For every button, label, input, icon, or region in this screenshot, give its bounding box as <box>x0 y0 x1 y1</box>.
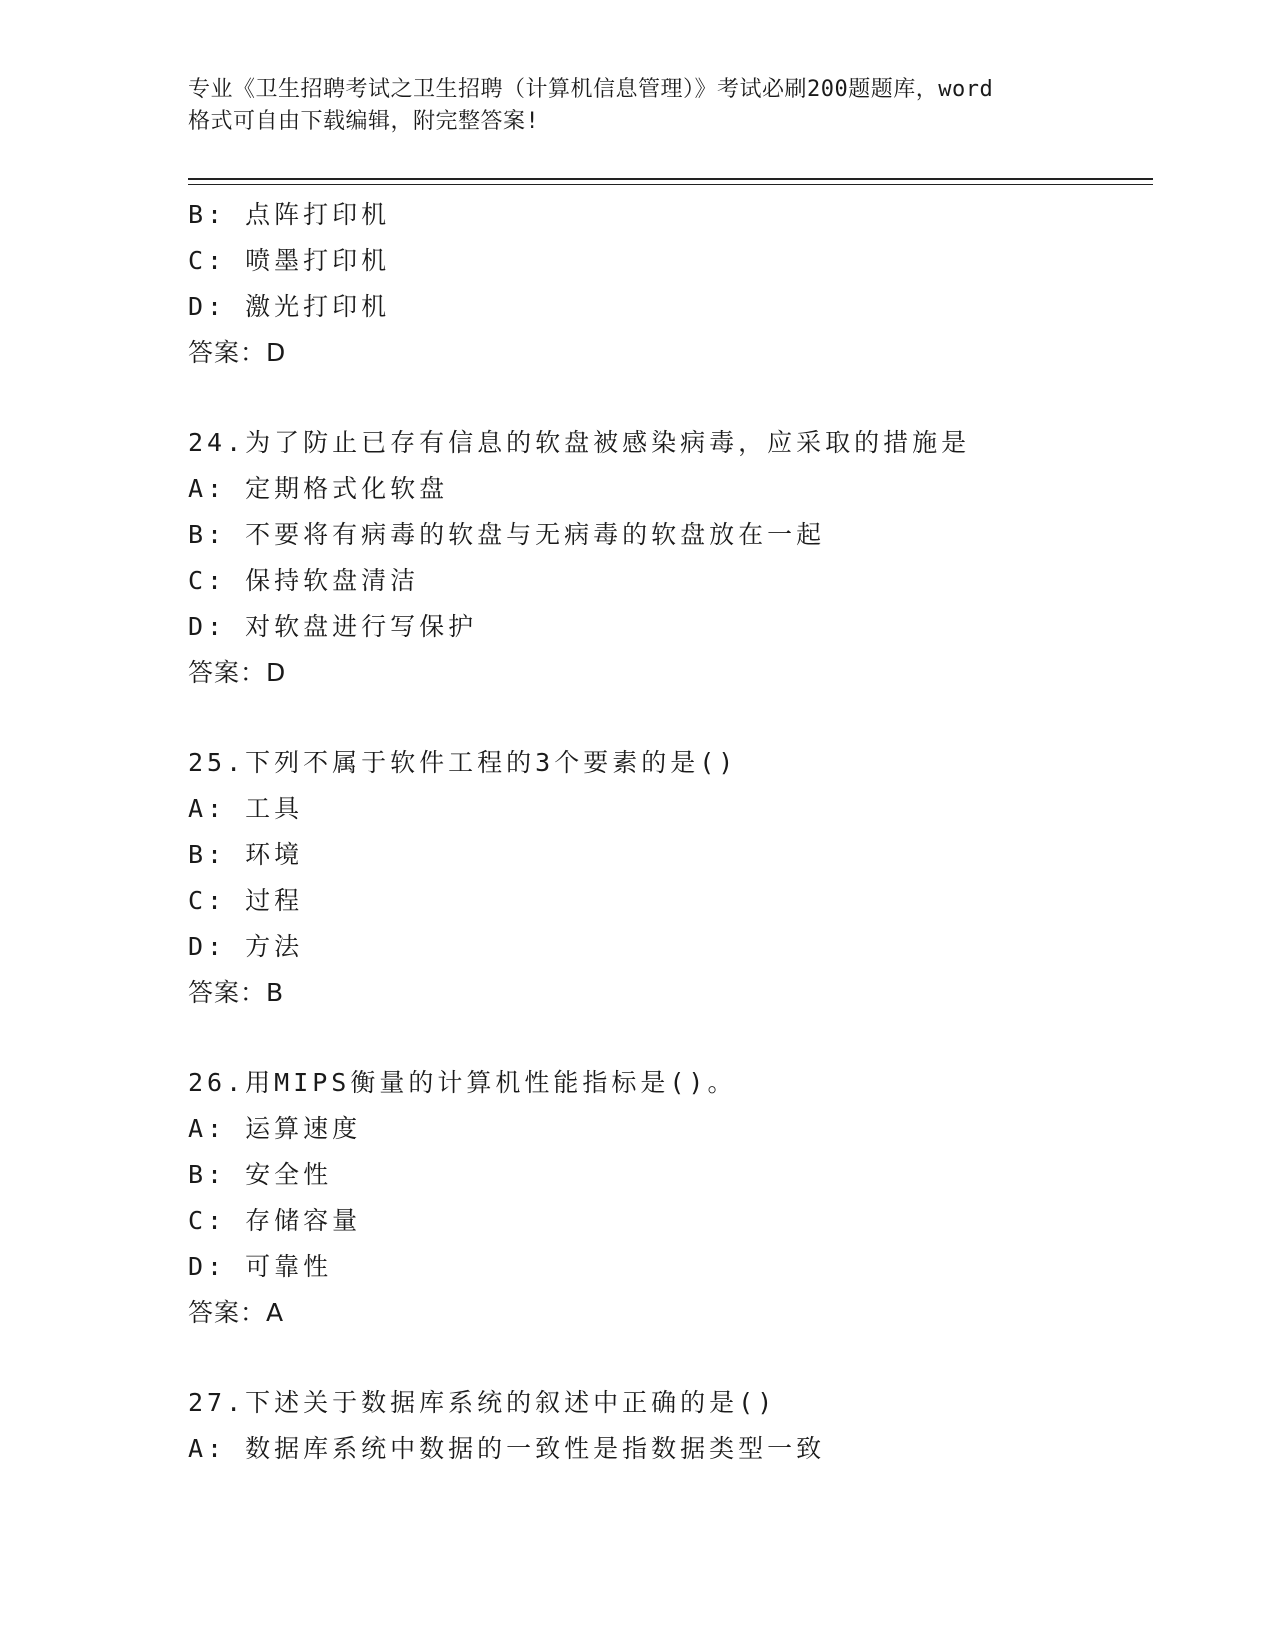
option-b: B: 点阵打印机 <box>188 200 391 229</box>
question-25 <box>188 740 1148 1016</box>
question-26 <box>188 1060 1148 1336</box>
option-b: B: 安全性 <box>188 1160 333 1189</box>
option-c: C: 喷墨打印机 <box>188 246 391 275</box>
option-c: C: 保持软盘清洁 <box>188 566 420 595</box>
option-d: D: 对软盘进行写保护 <box>188 612 478 641</box>
option-b: B: 环境 <box>188 840 304 869</box>
option-b: B: 不要将有病毒的软盘与无病毒的软盘放在一起 <box>188 520 826 549</box>
answer-line: 答案：D <box>188 338 287 367</box>
spacer <box>188 376 1148 420</box>
option-d: D: 可靠性 <box>188 1252 333 1281</box>
answer-line: 答案：B <box>188 978 285 1007</box>
option-c: C: 过程 <box>188 886 304 915</box>
header-line-1: 专业《卫生招聘考试之卫生招聘（计算机信息管理）》考试必刷200题题库，word <box>188 77 994 102</box>
option-a: A: 数据库系统中数据的一致性是指数据类型一致 <box>188 1434 826 1463</box>
question-24 <box>188 420 1148 696</box>
document-header <box>188 74 1088 138</box>
question-list <box>188 192 1148 1472</box>
option-d: D: 激光打印机 <box>188 292 391 321</box>
spacer <box>188 696 1148 740</box>
spacer <box>188 1016 1148 1060</box>
question-stem: 26.用MIPS衡量的计算机性能指标是()。 <box>188 1068 737 1097</box>
option-a: A: 运算速度 <box>188 1114 362 1143</box>
question-stem: 27.下述关于数据库系统的叙述中正确的是() <box>188 1388 777 1417</box>
answer-line: 答案：D <box>188 658 287 687</box>
option-a: A: 工具 <box>188 794 304 823</box>
answer-line: 答案：A <box>188 1298 285 1327</box>
option-a: A: 定期格式化软盘 <box>188 474 449 503</box>
header-divider-thin <box>188 184 1153 185</box>
question-stem: 25.下列不属于软件工程的3个要素的是() <box>188 748 738 777</box>
question-23-continued <box>188 192 1148 376</box>
question-27 <box>188 1380 1148 1472</box>
header-divider-thick <box>188 178 1153 180</box>
option-c: C: 存储容量 <box>188 1206 362 1235</box>
header-line-2: 格式可自由下载编辑，附完整答案! <box>188 109 540 134</box>
spacer <box>188 1336 1148 1380</box>
question-stem: 24.为了防止已存有信息的软盘被感染病毒，应采取的措施是 <box>188 428 971 457</box>
option-d: D: 方法 <box>188 932 304 961</box>
